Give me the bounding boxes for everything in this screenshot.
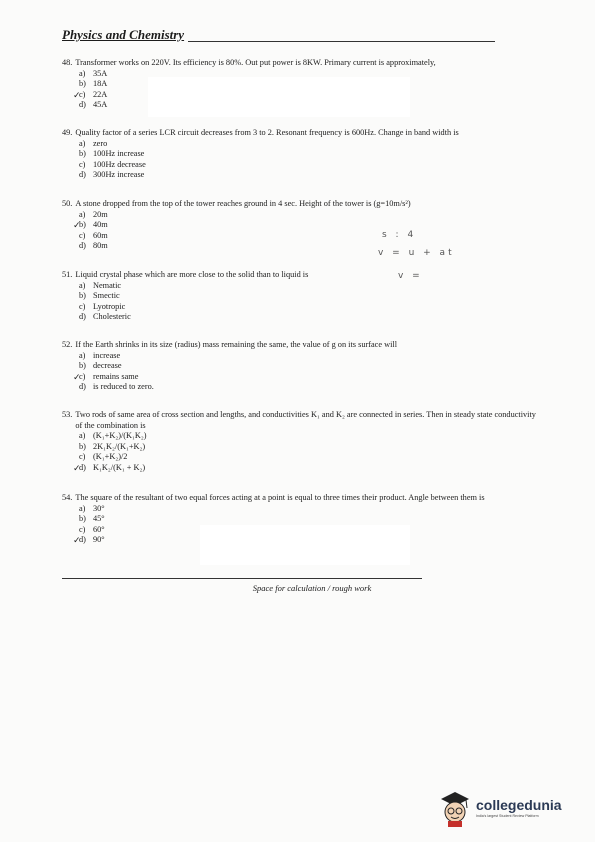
- question-49: [62, 128, 542, 181]
- option-b: b) 100Hz increase: [79, 149, 145, 159]
- question-number: 54.: [62, 493, 73, 502]
- option-c: c) (K₁+K₂)/2: [79, 452, 128, 462]
- option-c: c) 60m: [79, 230, 108, 240]
- option-a: a) 30°: [79, 503, 105, 513]
- tick-mark: ✓: [73, 220, 81, 231]
- option-a: a) Nematic: [79, 280, 122, 290]
- option-d: d) 80m: [79, 241, 108, 251]
- graduate-mascot-icon: [438, 788, 472, 828]
- option-a: a) 35A: [79, 68, 108, 78]
- question-text: Quality factor of a series LCR circuit decreases from 3 to 2. Resonant frequency is 600Hz. Change in band width is: [75, 128, 459, 137]
- option-d: ✓ d) K₁K₂/(K₁ + K₂): [73, 462, 146, 473]
- question-text: Two rods of same area of cross section and lengths, and conductivities K₁ and K₂ are connected in series. Then in steady state conductivity of the combination is: [75, 410, 536, 430]
- tick-mark: ✓: [73, 462, 81, 473]
- option-c: c) Lyotropic: [79, 301, 126, 311]
- tick-mark: ✓: [73, 371, 81, 382]
- question-text: Transformer works on 220V. Its efficiency is 80%. Out put power is 8KW. Primary current is approximately,: [75, 58, 436, 67]
- option-d: ✓ d) 90°: [73, 535, 105, 546]
- question-51: [62, 270, 542, 323]
- logo-wordmark: collegedunia: [476, 797, 562, 813]
- question-52: [62, 340, 542, 393]
- option-d: d) Cholesteric: [79, 312, 131, 322]
- option-a: a) increase: [79, 350, 121, 360]
- question-text: Liquid crystal phase which are more close to the solid than to liquid is: [75, 270, 309, 279]
- option-a: a) zero: [79, 138, 108, 148]
- option-d: d) 45A: [79, 100, 108, 110]
- rough-work-caption: Space for calculation / rough work: [252, 583, 372, 593]
- question-number: 50.: [62, 199, 73, 208]
- option-b: ✓ b) 40m: [73, 220, 108, 231]
- question-text: A stone dropped from the top of the tower reaches ground in 4 sec. Height of the tower is (g=10m/s²): [75, 199, 411, 208]
- question-number: 49.: [62, 128, 73, 137]
- option-c: ✓ c) remains same: [73, 371, 139, 382]
- logo-tagline: India's largest Student Review Platform: [476, 814, 539, 818]
- option-b: b) Smectic: [79, 291, 120, 301]
- option-d: d) is reduced to zero.: [79, 382, 154, 392]
- question-number: 53.: [62, 410, 73, 419]
- option-c: c) 60°: [79, 524, 105, 534]
- page-header: [62, 26, 495, 44]
- handwritten-note: s : 4: [382, 230, 417, 240]
- tick-mark: ✓: [73, 89, 81, 100]
- option-d: d) 300Hz increase: [79, 170, 145, 180]
- question-text: If the Earth shrinks in its size (radius) mass remaining the same, the value of g on its surface will: [75, 340, 398, 349]
- option-b: b) 45°: [79, 514, 105, 524]
- question-48: [62, 58, 542, 111]
- option-c: c) 100Hz decrease: [79, 159, 146, 169]
- page-title: Physics and Chemistry: [62, 27, 185, 42]
- question-54: [62, 493, 542, 546]
- question-number: 52.: [62, 340, 73, 349]
- footer-rule: [62, 578, 422, 579]
- question-50: [62, 199, 542, 252]
- tick-mark: ✓: [73, 535, 81, 546]
- option-b: b) 18A: [79, 79, 108, 89]
- handwritten-note: v = u + at: [378, 248, 455, 258]
- option-a: a) 20m: [79, 209, 108, 219]
- question-number: 48.: [62, 58, 73, 67]
- option-a: a) (K₁+K₂)/(K₁K₂): [79, 431, 147, 441]
- collegedunia-logo: [438, 788, 562, 828]
- handwritten-note: v =: [398, 271, 423, 281]
- option-b: b) 2K₁K₂/(K₁+K₂): [79, 441, 146, 451]
- question-text: The square of the resultant of two equal forces acting at a point is equal to three times their product. Angle between them is: [75, 493, 485, 502]
- option-c: ✓ c) 22A: [73, 89, 108, 100]
- question-53: [62, 410, 542, 474]
- option-b: b) decrease: [79, 361, 122, 371]
- question-number: 51.: [62, 270, 73, 279]
- header-rule: [188, 41, 495, 42]
